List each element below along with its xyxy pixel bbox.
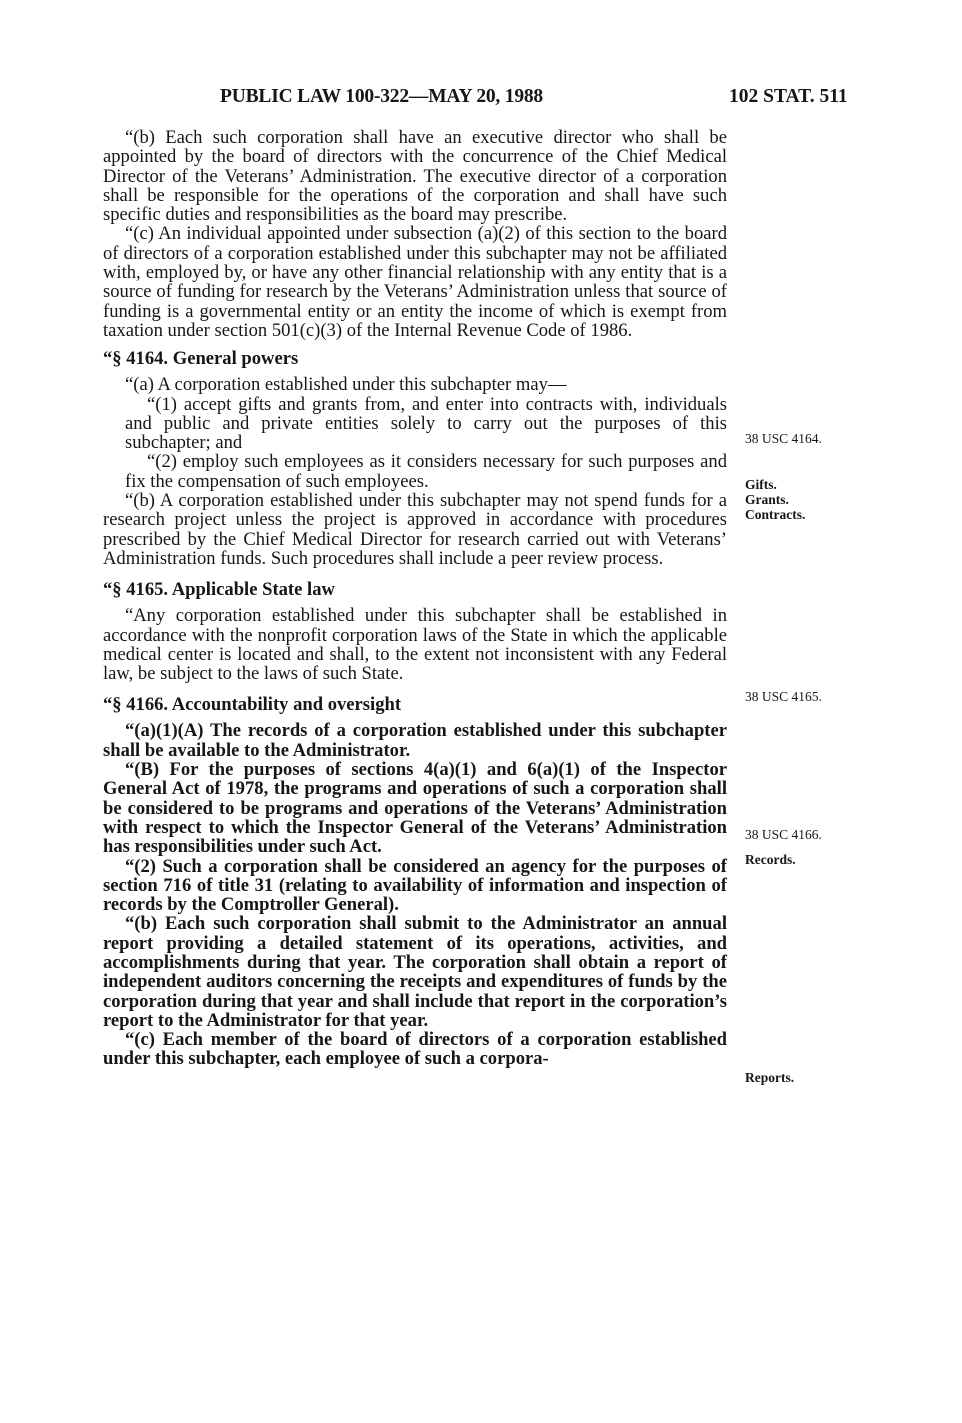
paragraph-4166-a1B: “(B) For the purposes of sections 4(a)(1) and 6(a)(1) of the Inspector General Act of 1978, the programs and operations of such a corporation shall be considered to be programs and operations of the Veterans’ Administration with respect to which the Inspector General of the Veterans’ Administration has responsibilities under such Act.: [103, 759, 727, 858]
paragraph-4166-a1A: “(a)(1)(A) The records of a corporation established under this subchapter shall be available to the Administrator.: [103, 720, 727, 761]
paragraph-4166-c: “(c) Each member of the board of directors of a corporation established under this subchapter, each employee of such a corpora-: [103, 1029, 727, 1070]
paragraph-c-individual-appointed: “(c) An individual appointed under subsection (a)(2) of this section to the board of directors of a corporation established under this subchapter may not be affiliated with, employed by, or have any other financial relationship with any entity that is a source of funding for research by the Veterans’ Administration unless that source of funding is a governmental entity or an entity the income of which is exempt from taxation under section 501(c)(3) of the Internal Revenue Code of 1986.: [103, 223, 727, 341]
running-head: PUBLIC LAW 100-322—MAY 20, 1988: [220, 86, 543, 107]
margin-note-gifts: Gifts.: [745, 477, 777, 492]
margin-note-reports: Reports.: [745, 1070, 795, 1085]
margin-note-usc-4165: 38 USC 4165.: [745, 689, 822, 704]
paragraph-b-executive-director: “(b) Each such corporation shall have an executive director who shall be appointed by the board of directors with the concurrence of the Chief Medical Director of the Veterans’ Administration. The executive director of a corporation shall be responsible for the operations of the corporation and shall have such specific duties and responsibilities as the board may prescribe.: [103, 127, 727, 226]
section-heading-4166: “§ 4166. Accountability and oversight: [103, 694, 402, 716]
paragraph-4164-b: “(b) A corporation established under this subchapter may not spend funds for a research project unless the project is approved in accordance with procedures prescribed by the Chief Medical Director for research carried out with Veterans’ Administration funds. Such procedures shall include a peer review process.: [103, 490, 727, 569]
section-heading-4165: “§ 4165. Applicable State law: [103, 579, 335, 601]
paragraph-4165: “Any corporation established under this subchapter shall be established in accordance with the nonprofit corporation laws of the State in which the applicable medical center is located and shall, to the extent not inconsistent with any Federal law, be subject to the laws of such State.: [103, 605, 727, 685]
margin-note-grants: Grants.: [745, 492, 789, 507]
paragraph-4164-a2: “(2) employ such employees as it considers necessary for such purposes and fix the compensation of such employees.: [125, 451, 727, 492]
margin-note-usc-4166: 38 USC 4166.: [745, 827, 822, 842]
section-heading-4164: “§ 4164. General powers: [103, 348, 299, 370]
paragraph-4164-a: “(a) A corporation established under this subchapter may—: [125, 374, 567, 396]
body-text-column: [103, 128, 727, 1069]
margin-note-records: Records.: [745, 852, 796, 867]
paragraph-4166-b: “(b) Each such corporation shall submit to the Administrator an annual report providing a detailed statement of its operations, activities, and accomplishments during that year. The corporation shall obtain a report of independent auditors concerning the receipts and expenditures of funds by the corporation during that year and shall include that report in the corporation’s report to the Administrator for that year.: [103, 913, 727, 1031]
margin-note-usc-4164: 38 USC 4164.: [745, 431, 822, 446]
statutes-page-citation: 102 STAT. 511: [729, 86, 848, 107]
margin-note-contracts: Contracts.: [745, 507, 806, 522]
paragraph-4164-a1: “(1) accept gifts and grants from, and enter into contracts with, individuals and public and private entities solely to carry out the purposes of this subchapter; and: [125, 393, 727, 454]
paragraph-4166-a2: “(2) Such a corporation shall be considered an agency for the purposes of section 716 of title 31 (relating to availability of information and inspection of records by the Comptroller General).: [103, 855, 727, 916]
